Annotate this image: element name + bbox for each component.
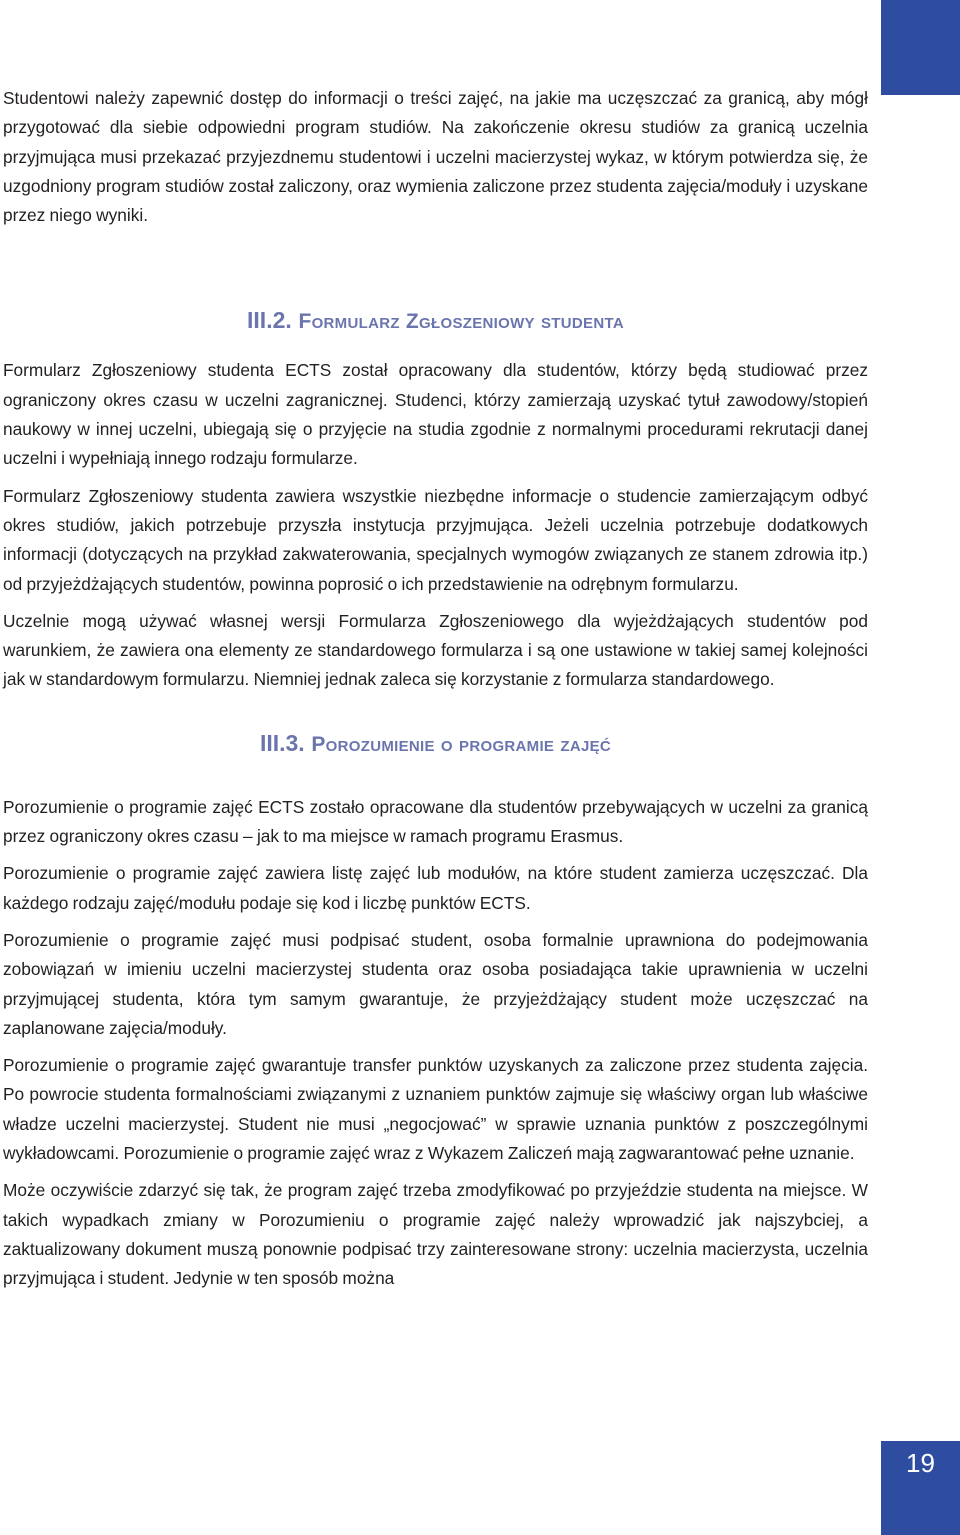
- section-paragraph: Porozumienie o programie zajęć zawiera listę zajęć lub modułów, na które student zamierza uczęszczać. Dla każdego rodzaju zajęć/modułu podaje się kod i liczbę punktów ECTS.: [3, 863, 868, 913]
- page-corner-tab-top: [881, 0, 960, 95]
- section-paragraph: Porozumienie o programie zajęć ECTS zostało opracowane dla studentów przebywających w uczelni za granicą przez ograniczony okres czasu – jak to ma miejsce w ramach programu Erasmus.: [3, 796, 868, 847]
- section-paragraph: Porozumienie o programie zajęć gwarantuje transfer punktów uzyskanych za zaliczone przez studenta zajęcia. Po powrocie studenta formalnościami związanymi z uznaniem punktów zajmuje się właściwy organ lub właściwe władze uczelni macierzystej. Student nie musi „negocjować” w sprawie uznania punktów z poszczególnymi wykładowcami. Porozumienie o programie zajęć wraz z Wykazem Zaliczeń mają zagwarantować pełne uznanie.: [3, 1055, 868, 1164]
- section-paragraph: Formularz Zgłoszeniowy studenta zawiera wszystkie niezbędne informacje o studencie zamierzającym odbyć okres studiów, jakich potrzebuje przyszła instytucja przyjmująca. Jeżeli uczelnia potrzebuje dodatkowych informacji (dotyczących na przykład zakwaterowania, specjalnych wymogów związanych ze stanem zdrowia itp.) od przyjeżdżających studentów, powinna poprosić o ich przedstawienie na odrębnym formularzu.: [3, 485, 868, 594]
- section-heading-III-3: [3, 723, 868, 765]
- section-number: III.2.: [247, 307, 292, 334]
- section-number: III.3.: [259, 729, 305, 756]
- section-heading-III-2: [3, 300, 868, 342]
- section-title: Formularz Zgłoszeniowy studenta: [298, 310, 624, 334]
- section-paragraph: Może oczywiście zdarzyć się tak, że program zajęć trzeba zmodyfikować po przyjeździe studenta na miejsce. W takich wypadkach zmiany w Porozumieniu o programie zajęć należy wprowadzić jak najszybciej, a zaktualizowany dokument muszą ponownie podpisać trzy zainteresowane strony: uczelnia macierzysta, uczelnia przyjmująca i student. Jedynie w ten sposób można: [3, 1180, 868, 1289]
- document-body: [3, 84, 868, 1294]
- section-paragraph: Formularz Zgłoszeniowy studenta ECTS został opracowany dla studentów, którzy będą studiować przez ograniczony okres czasu w uczelni zagranicznej. Studenci, którzy zamierzają uzyskać tytuł zawodowy/stopień naukowy w innej uczelni, ubiegają się o przyjęcie na studia zgodnie z normalnymi procedurami rekrutacji danej uczelni i wypełniają innego rodzaju formularze.: [3, 360, 868, 469]
- intro-paragraph: Studentowi należy zapewnić dostęp do informacji o treści zajęć, na jakie ma uczęszczać za granicą, aby mógł przygotować dla siebie odpowiedni program studiów. Na zakończenie okresu studiów za granicą uczelnia przyjmująca musi przekazać przyjezdnemu studentowi i uczelni macierzystej wykaz, w którym potwierdza się, że uzgodniony program studiów został zaliczony, oraz wymienia zaliczone przez studenta zajęcia/moduły i uzyskane przez niego wyniki.: [3, 88, 868, 226]
- section-title: Porozumienie o programie zajęć: [311, 732, 612, 756]
- page-number: 19: [906, 1448, 935, 1478]
- section-paragraph: Porozumienie o programie zajęć musi podpisać student, osoba formalnie uprawniona do podejmowania zobowiązań w imieniu uczelni macierzystej studenta oraz osoba posiadająca takie uprawnienia w uczelni przyjmującej studenta, która tym samym gwarantuje, że przyjeżdżający student może uczęszczać na zaplanowane zajęcia/moduły.: [3, 929, 868, 1038]
- section-paragraph: Uczelnie mogą używać własnej wersji Formularza Zgłoszeniowego dla wyjeżdżających studentów pod warunkiem, że zawiera ona elementy ze standardowego formularza i są one ustawione w takiej samej kolejności jak w standardowym formularzu. Niemniej jednak zaleca się korzystanie z formularza standardowego.: [3, 610, 868, 690]
